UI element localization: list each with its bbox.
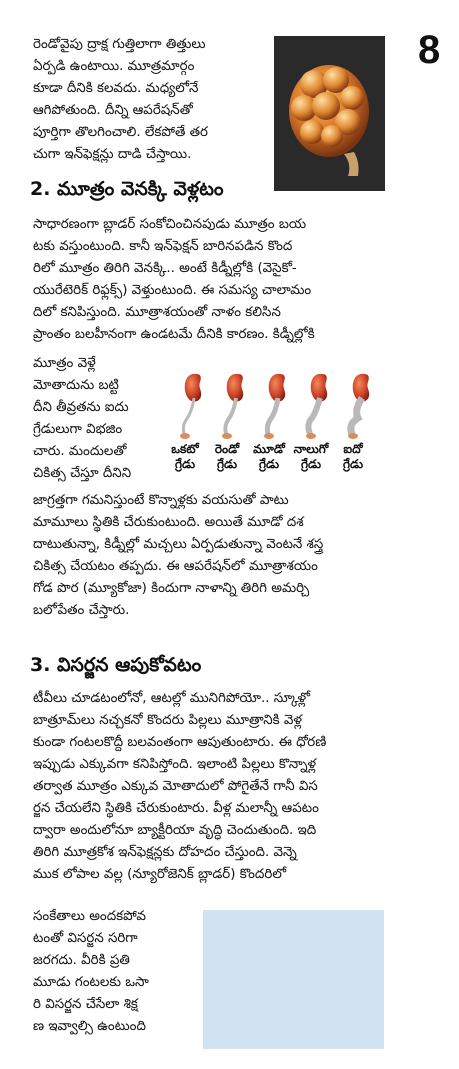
grade-label-top: నాలుగో bbox=[293, 442, 329, 456]
text-line: ఆగిపోతుంది. దీన్ని ఆపరేషన్‌తో bbox=[33, 103, 193, 118]
text-line: చికిత్స చేస్తూ దీనిని bbox=[33, 466, 132, 481]
kidney-1 bbox=[180, 374, 201, 439]
grade-label-bottom: గ్రేడు bbox=[216, 457, 238, 471]
text-line: తర్వాత మూత్రం ఎక్కువ మోతాదులో పోగైతేనే గానీ విస bbox=[33, 779, 318, 794]
kidney-3 bbox=[264, 374, 285, 439]
text-line: యురేటెరిక్ రిఫ్లక్స్) వెళ్తుంటుంది. ఈ సమస్య చాలామం bbox=[33, 283, 312, 298]
image-placeholder-box bbox=[203, 910, 384, 1049]
text-line: మూడు గంటలకు ఒసా bbox=[33, 975, 149, 990]
text-line: రెండోవైపు ద్రాక్ష గుత్తిలాగా తిత్తులు bbox=[33, 37, 206, 52]
text-line: దీని తీవ్రతను ఐదు bbox=[33, 400, 129, 415]
kidney-2 bbox=[222, 374, 243, 439]
grade-label-2 bbox=[207, 442, 247, 472]
kidney-stone-photo bbox=[274, 36, 385, 191]
text-line: సంకేతాలు అందకపోవ bbox=[33, 909, 146, 924]
text-line: జరగదు. వీరికి ప్రతి bbox=[33, 953, 130, 968]
text-line: తిరిగి మూత్రకోశ ఇన్‌ఫెక్షన్లకు దోహదం చేస్తుంది. వెన్నె bbox=[33, 845, 297, 860]
text-line: ప్రాంతం బలహీనంగా ఉండటమే దీనికి కారణం. కిడ్నీల్లోకి bbox=[33, 327, 315, 342]
grade-label-top: ఒకటో bbox=[171, 442, 199, 456]
text-line: దిలో కనిపిస్తుంది. మూత్రాశయంతో నాళం కలిసిన bbox=[33, 305, 281, 320]
text-line: సాధారణంగా బ్లాడర్ సంకోచించినపుడు మూత్రం బయ bbox=[33, 217, 307, 232]
grade-label-bottom: గ్రేడు bbox=[342, 457, 364, 471]
text-line: గ్రేడులుగా విభజిం bbox=[33, 422, 123, 437]
text-line: టకు వస్తుంటుంది. కానీ ఇన్‌ఫెక్షన్ బారినపడిన కొంద bbox=[33, 239, 293, 254]
text-line: ర్జన చేయలేని స్థితికి చేరుకుంటారు. వీళ్ల మలాన్నీ ఆపటం bbox=[33, 801, 319, 816]
text-line: జాగ్రత్తగా గమనిస్తుంటే కొన్నాళ్లకు వయసుతో పాటు bbox=[33, 493, 289, 508]
text-line: ణ ఇవ్వాల్సి ఉంటుంది bbox=[33, 1019, 146, 1034]
text-line: చారు. మందులతో bbox=[33, 444, 127, 459]
text-line: టంతో విసర్జన సరిగా bbox=[33, 931, 138, 946]
text-line: రి విసర్జన చేసేలా శిక్ష bbox=[33, 997, 138, 1012]
text-line: బలోపేతం చేస్తారు. bbox=[33, 603, 130, 618]
text-line: ఇప్పుడు ఎక్కువగా కనిపిస్తోంది. ఇలాంటి పిల్లలు కొన్నాళ్ల bbox=[33, 757, 317, 772]
grade-label-1 bbox=[165, 442, 205, 472]
text-line: రిలో మూత్రం తిరిగి వెనక్కి.. అంటే కిడ్నీల్లోకి (వెసైకో- bbox=[33, 261, 297, 276]
text-line: ద్వారా అందులోనూ బ్యాక్టీరియా వృద్ధి చెందుతుంది. ఇది bbox=[33, 823, 317, 838]
grade-label-3 bbox=[249, 442, 289, 472]
text-line: బాత్రూమ్‌లు నచ్చకనో కొందరు పిల్లలు మూత్రానికి వెళ్ల bbox=[33, 713, 303, 728]
text-line: చుగా ఇన్‌ఫెక్షన్లు దాడి చేస్తాయి. bbox=[33, 147, 192, 162]
text-line: కుండా గంటలకొద్దీ బలవంతంగా ఆపుతుంటారు. ఈ ధోరణి bbox=[33, 735, 327, 750]
text-line: గోడ పొర (మ్యూకోజా) కిందుగా నాళాన్ని తిరిగి అమర్చి bbox=[33, 581, 310, 596]
text-line: ఏర్పడి ఉంటాయి. మూత్రమార్గం bbox=[33, 59, 195, 74]
grade-label-top: ఐదో bbox=[343, 442, 363, 456]
section-heading: 3. విసర్జన ఆపుకోవటం bbox=[30, 654, 202, 676]
text-line: మామూలు స్థితికి చేరుకుంటుంది. అయితే మూడో దశ bbox=[33, 515, 304, 530]
grade-label-top: రెండో bbox=[214, 442, 240, 456]
text-line: పూర్తిగా తొలగించాలి. లేకపోతే తర bbox=[33, 125, 208, 140]
text-line: టీవీలు చూడటంలోనో, ఆటల్లో మునిగిపోయో.. స్కూళ్లో bbox=[33, 691, 311, 706]
text-line: మూత్రం వెళ్లే bbox=[33, 356, 96, 371]
text-line: ముక లోపాల వల్ల (న్యూరోజెనిక్ బ్లాడర్) కొందరిలో bbox=[33, 867, 287, 882]
grade-label-bottom: గ్రేడు bbox=[258, 457, 280, 471]
section-heading: 2. మూత్రం వెనక్కి వెళ్లటం bbox=[30, 178, 224, 200]
grade-label-top: మూడో bbox=[253, 442, 285, 456]
text-line: కూడా దీనికి కలవదు. మధ్యలోనే bbox=[33, 81, 199, 96]
text-line: దాటుతున్నా, కిడ్నీల్లో మచ్చలు ఏర్పడుతున్నా వెంటనే శస్త్ర bbox=[33, 537, 324, 552]
kidney-5 bbox=[348, 374, 369, 439]
text-line: మోతాదును బట్టి bbox=[33, 378, 119, 393]
grade-label-bottom: గ్రేడు bbox=[174, 457, 196, 471]
grade-label-5 bbox=[333, 442, 373, 472]
text-line: చికిత్స చేయటం తప్పదు. ఈ ఆపరేషన్‌లో మూత్రాశయం bbox=[33, 559, 318, 574]
grade-label-bottom: గ్రేడు bbox=[300, 457, 322, 471]
page-number: 8 bbox=[418, 28, 441, 72]
grade-label-4 bbox=[291, 442, 331, 472]
kidney-4 bbox=[306, 374, 327, 439]
